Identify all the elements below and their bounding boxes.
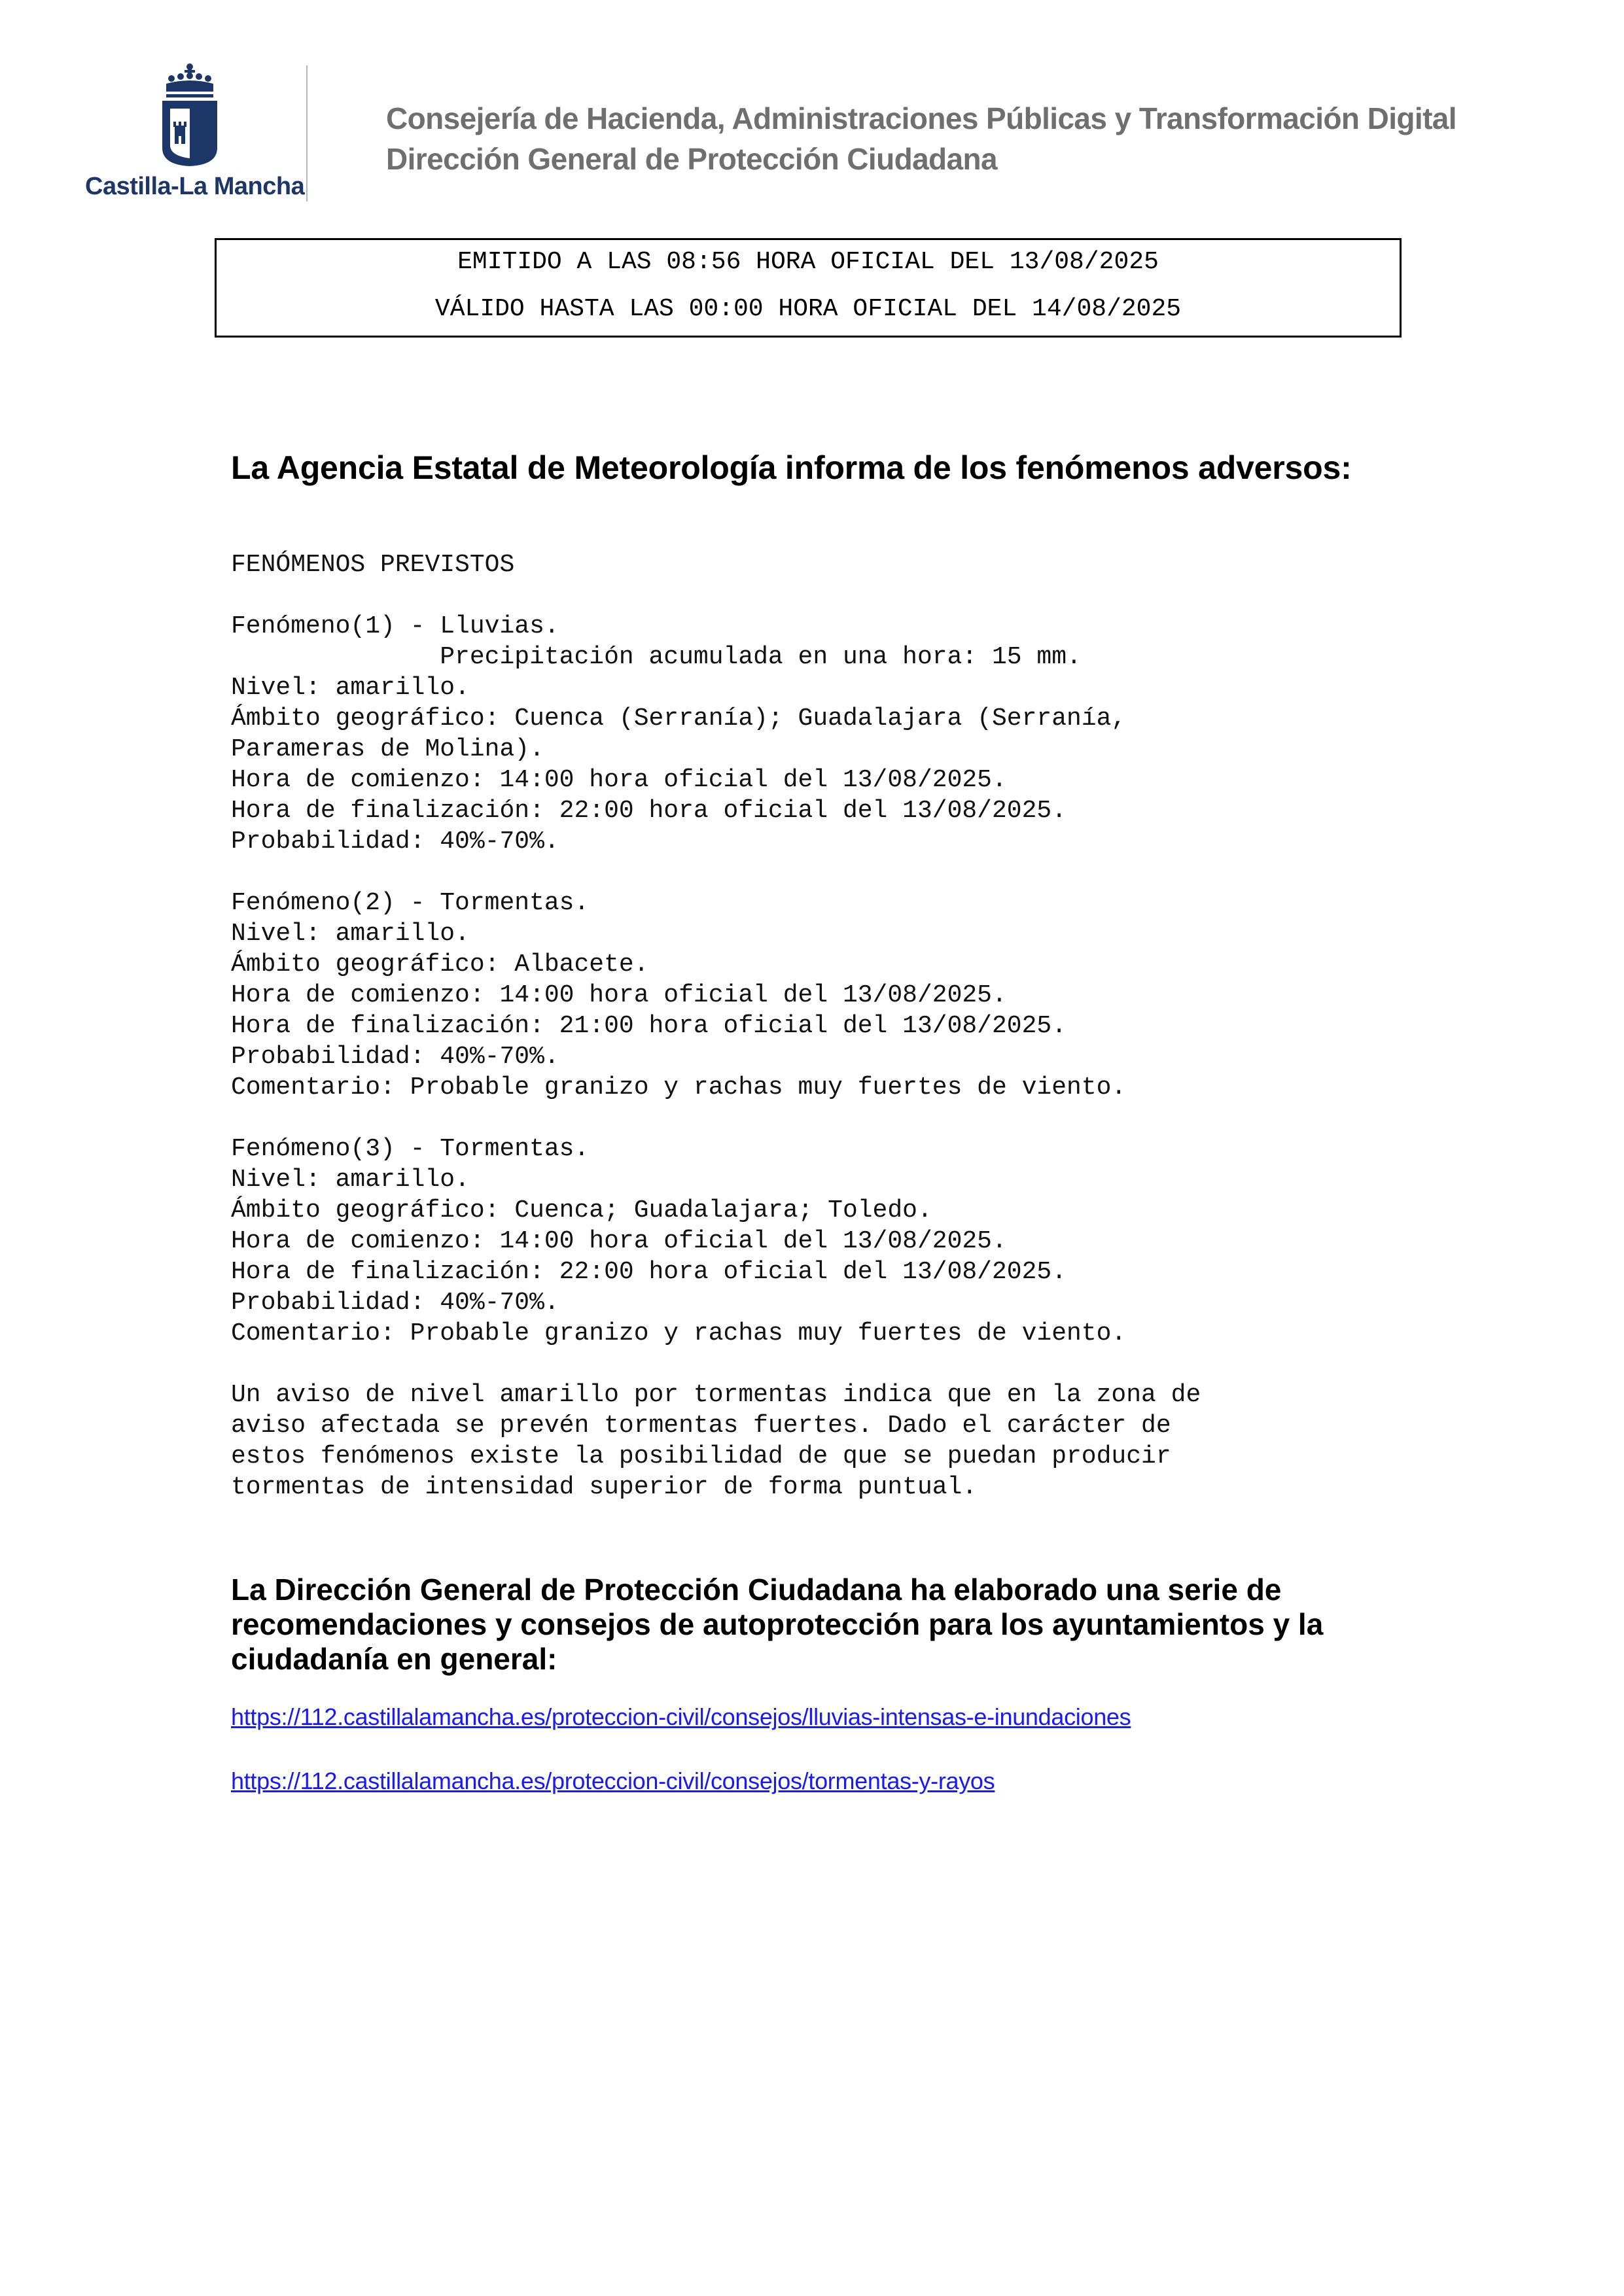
recommendation-links: [231, 1703, 1131, 1796]
note-line: Un aviso de nivel amarillo por tormentas indica que en la zona de: [231, 1381, 1201, 1409]
phenomenon-area: Ámbito geográfico: Albacete.: [231, 950, 649, 979]
valid-until-time: VÁLIDO HASTA LAS 00:00 HORA OFICIAL DEL 14/08/2025: [434, 295, 1182, 323]
phenomenon-probability: Probabilidad: 40%-70%.: [231, 1043, 559, 1071]
note-line: aviso afectada se prevén tormentas fuertes. Dado el carácter de: [231, 1412, 1171, 1440]
phenomenon-level: Nivel: amarillo.: [231, 1166, 470, 1194]
phenomenon-area-cont: Parameras de Molina).: [231, 735, 544, 763]
phenomenon-3: [231, 1134, 1126, 1349]
issued-time: EMITIDO A LAS 08:56 HORA OFICIAL DEL 13/08/2025: [457, 248, 1159, 276]
page-header: [0, 0, 1624, 209]
department-name: Consejería de Hacienda, Administraciones Públicas y Transformación Digital: [386, 101, 1456, 135]
header-titles: [386, 98, 1456, 179]
phenomenon-1: [231, 611, 1126, 857]
phenomenon-level: Nivel: amarillo.: [231, 674, 470, 702]
phenomenon-area: Ámbito geográfico: Cuenca; Guadalajara; Toledo.: [231, 1196, 932, 1225]
validity-box: [215, 238, 1402, 338]
phenomenon-title: Fenómeno(2) - Tormentas.: [231, 889, 590, 917]
phenomenon-start: Hora de comienzo: 14:00 hora oficial del 13/08/2025.: [231, 981, 1007, 1009]
yellow-warning-note: [231, 1380, 1201, 1503]
phenomenon-detail: Precipitación acumulada en una hora: 15 mm.: [231, 643, 1082, 671]
directorate-name: Dirección General de Protección Ciudadana: [386, 142, 998, 176]
phenomenon-area: Ámbito geográfico: Cuenca (Serranía); Guadalajara (Serranía,: [231, 704, 1127, 733]
phenomenon-end: Hora de finalización: 21:00 hora oficial del 13/08/2025.: [231, 1012, 1067, 1040]
castilla-la-mancha-logo: [85, 63, 305, 207]
phenomenon-probability: Probabilidad: 40%-70%.: [231, 827, 559, 856]
crown-castle-icon: [157, 63, 222, 167]
link-storms-lightning[interactable]: https://112.castillalamancha.es/proteccion-civil/consejos/tormentas-y-rayos: [231, 1767, 995, 1794]
logo-text: Castilla-La Mancha: [85, 173, 305, 200]
phenomenon-end: Hora de finalización: 22:00 hora oficial del 13/08/2025.: [231, 1258, 1067, 1286]
phenomenon-comment: Comentario: Probable granizo y rachas muy fuertes de viento.: [231, 1319, 1127, 1348]
phenomenon-comment: Comentario: Probable granizo y rachas muy fuertes de viento.: [231, 1073, 1127, 1102]
section-title: FENÓMENOS PREVISTOS: [231, 551, 515, 579]
phenomenon-probability: Probabilidad: 40%-70%.: [231, 1289, 559, 1317]
phenomenon-start: Hora de comienzo: 14:00 hora oficial del 13/08/2025.: [231, 1227, 1007, 1255]
link-heavy-rain-floods[interactable]: https://112.castillalamancha.es/proteccion-civil/consejos/lluvias-intensas-e-inundaciones: [231, 1703, 1131, 1730]
main-heading: La Agencia Estatal de Meteorología informa de los fenómenos adversos:: [231, 449, 1352, 486]
phenomenon-level: Nivel: amarillo.: [231, 920, 470, 948]
recommendations-heading: La Dirección General de Protección Ciudadana ha elaborado una serie de recomendaciones y consejos de autoprotección para los ayuntamientos y la ciudadanía en general:: [231, 1573, 1324, 1676]
phenomenon-end: Hora de finalización: 22:00 hora oficial del 13/08/2025.: [231, 797, 1067, 825]
header-divider: [306, 65, 308, 201]
phenomenon-title: Fenómeno(1) - Lluvias.: [231, 612, 559, 640]
phenomenon-2: [231, 888, 1126, 1103]
phenomenon-start: Hora de comienzo: 14:00 hora oficial del 13/08/2025.: [231, 766, 1007, 794]
note-line: tormentas de intensidad superior de forma puntual.: [231, 1473, 978, 1501]
phenomenon-title: Fenómeno(3) - Tormentas.: [231, 1135, 590, 1163]
note-line: estos fenómenos existe la posibilidad de que se puedan producir: [231, 1442, 1171, 1470]
